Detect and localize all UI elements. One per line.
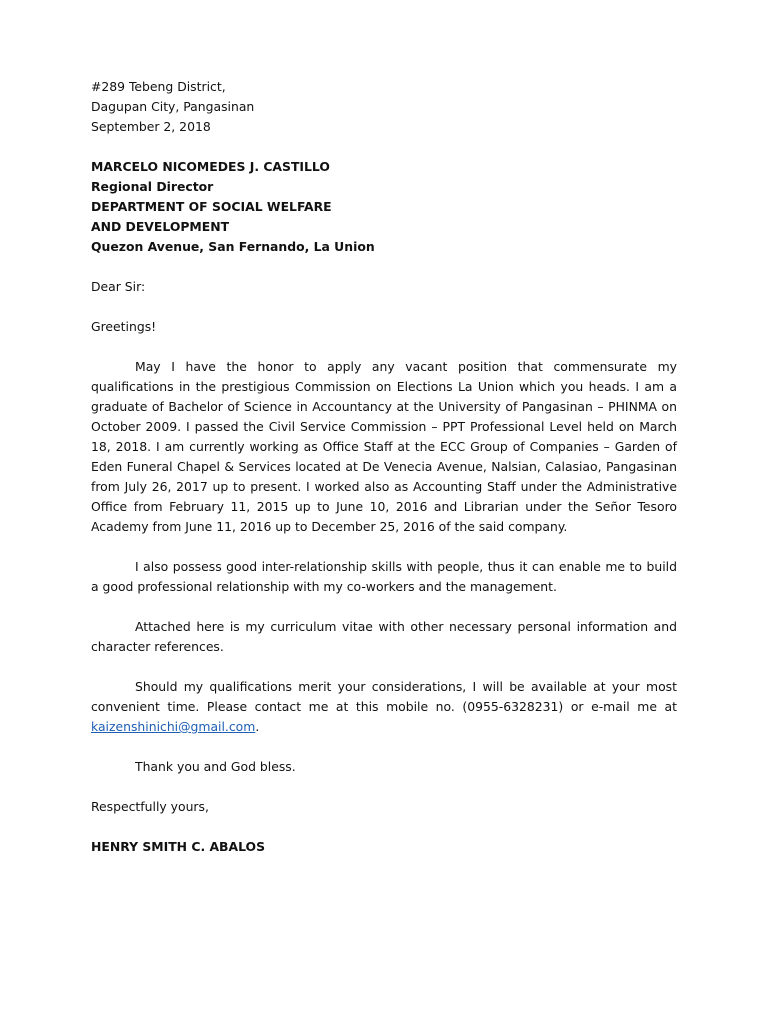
contact-text: Should my qualifications merit your considerations, I will be available at your most convenient time. Please contact me at this mobile no. (0955-6328231) or e-mail me at xyxy=(91,679,677,714)
body-paragraph-1: May I have the honor to apply any vacant position that commensurate my qualifications in the prestigious Commission on Elections La Union which you heads. I am a graduate of Bachelor of Science in Accountancy at the University of Pangasinan – PHINMA on October 2009. I passed the Civil Service Commission – PPT Professional Level held on March 18, 2018. I am currently working as Office Staff at the ECC Group of Companies – Garden of Eden Funeral Chapel & Services located at De Venecia Avenue, Nalsian, Calasiao, Pangasinan from July 26, 2017 up to present. I worked also as Accounting Staff under the Administrative Office from February 11, 2015 up to June 10, 2016 and Librarian under the Señor Tesoro Academy from June 11, 2016 up to December 25, 2016 of the said company. xyxy=(91,359,677,534)
spacer xyxy=(91,737,677,757)
body-paragraph-4 xyxy=(91,677,677,737)
spacer xyxy=(91,257,677,277)
email-link[interactable]: kaizenshinichi@gmail.com xyxy=(91,719,256,734)
letter-date: September 2, 2018 xyxy=(91,119,211,134)
recipient-org-line-1: DEPARTMENT OF SOCIAL WELFARE xyxy=(91,199,332,214)
recipient-block xyxy=(91,157,677,257)
recipient-title: Regional Director xyxy=(91,179,214,194)
sender-address-block xyxy=(91,77,677,137)
spacer xyxy=(91,657,677,677)
sender-address-line-1: #289 Tebeng District, xyxy=(91,79,226,94)
signature-name: HENRY SMITH C. ABALOS xyxy=(91,839,266,854)
application-letter xyxy=(91,77,677,857)
body-paragraph-2: I also possess good inter-relationship skills with people, thus it can enable me to build a good professional relationship with my co-workers and the management. xyxy=(91,559,677,594)
thanks-line: Thank you and God bless. xyxy=(135,759,296,774)
spacer xyxy=(91,337,677,357)
greeting: Greetings! xyxy=(91,319,157,334)
spacer xyxy=(91,137,677,157)
spacer xyxy=(91,817,677,837)
recipient-name: MARCELO NICOMEDES J. CASTILLO xyxy=(91,159,330,174)
closing: Respectfully yours, xyxy=(91,799,209,814)
spacer xyxy=(91,297,677,317)
spacer xyxy=(91,597,677,617)
spacer xyxy=(91,777,677,797)
salutation: Dear Sir: xyxy=(91,279,146,294)
recipient-address: Quezon Avenue, San Fernando, La Union xyxy=(91,239,375,254)
recipient-org-line-2: AND DEVELOPMENT xyxy=(91,219,230,234)
body-paragraph-3: Attached here is my curriculum vitae with other necessary personal information and character references. xyxy=(91,619,677,654)
sender-address-line-2: Dagupan City, Pangasinan xyxy=(91,99,255,114)
contact-text-end: . xyxy=(255,719,260,734)
spacer xyxy=(91,537,677,557)
